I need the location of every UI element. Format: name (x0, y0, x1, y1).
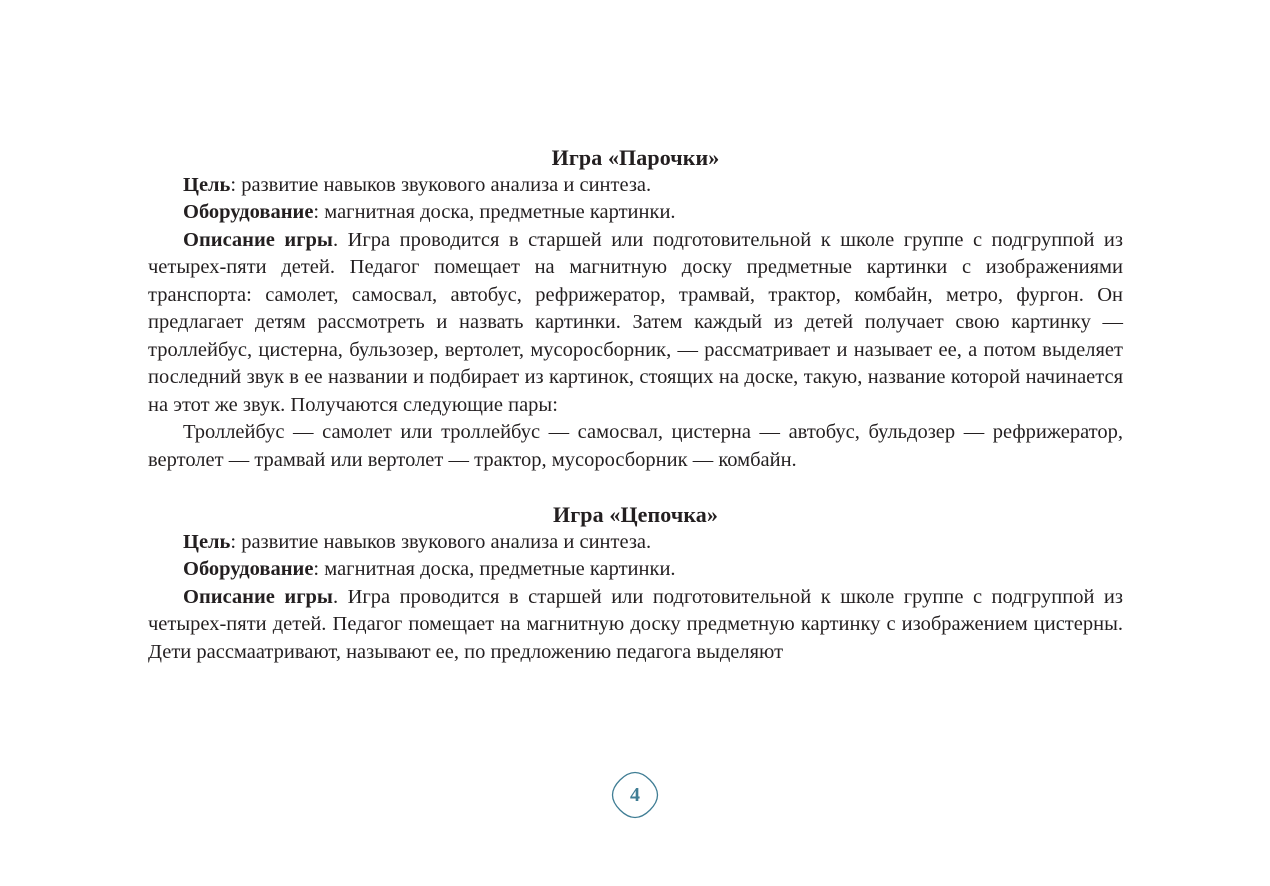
equipment-paragraph (148, 199, 1123, 227)
goal-label: Цель (183, 173, 231, 196)
section-title-parochki: Игра «Парочки» (551, 145, 720, 170)
description-paragraph (148, 227, 1123, 420)
page-body (148, 144, 1123, 666)
equipment-text: : магнитная доска, предметные картинки. (313, 201, 676, 223)
equipment-label: Оборудование (183, 558, 314, 580)
equipment-paragraph (148, 556, 1123, 584)
description-label: Описание игры (183, 585, 333, 608)
goal-paragraph (148, 172, 1123, 200)
section-title-tsepochka: Игра «Цепочка» (553, 502, 718, 527)
description-text: . Игра проводится в старшей или подготовительной к школе группе с подгруппой из четырех-пяти детей. Педагог помещает на магнитную доску предметные картинки с изображениями транспорта: самолет, самосвал, автобус, рефрижератор, трамвай, трактор, комбайн, метро, фургон. Он предлагает детям рассмотреть и назвать картинки. Затем каждый из детей получает свою картинку — троллейбус, цистерна, бульзозер, вертолет, мусоросборник, — рассматривает и называет ее, а потом выделяет последний звук в ее названии и подбирает из картинок, стоящих на доске, такую, название которой начинается на этот же звук. Получаются следующие пары: (148, 228, 1123, 416)
page-number-badge (610, 770, 660, 820)
goal-text: : развитие навыков звукового анализа и синтеза. (230, 530, 652, 553)
description-paragraph (148, 584, 1123, 667)
description-label: Описание игры (183, 228, 333, 251)
description-text: . Игра проводится в старшей или подготовительной к школе группе с подгруппой из четырех-пяти детей. Педагог помещает на магнитную доску предметную картинку с изображением цистерны. Дети рассмаатривают, называют ее, по предложению педагога выделяют (148, 585, 1123, 663)
equipment-label: Оборудование (183, 201, 314, 223)
goal-label: Цель (183, 530, 231, 553)
goal-text: : развитие навыков звукового анализа и синтеза. (230, 173, 652, 196)
goal-paragraph (148, 529, 1123, 557)
pairs-paragraph: Троллейбус — самолет или троллейбус — самосвал, цистерна — автобус, бульдозер — рефрижератор, вертолет — трамвай или вертолет — трактор, мусоросборник — комбайн. (148, 421, 1123, 471)
page-number: 4 (630, 784, 640, 806)
equipment-text: : магнитная доска, предметные картинки. (313, 558, 676, 580)
